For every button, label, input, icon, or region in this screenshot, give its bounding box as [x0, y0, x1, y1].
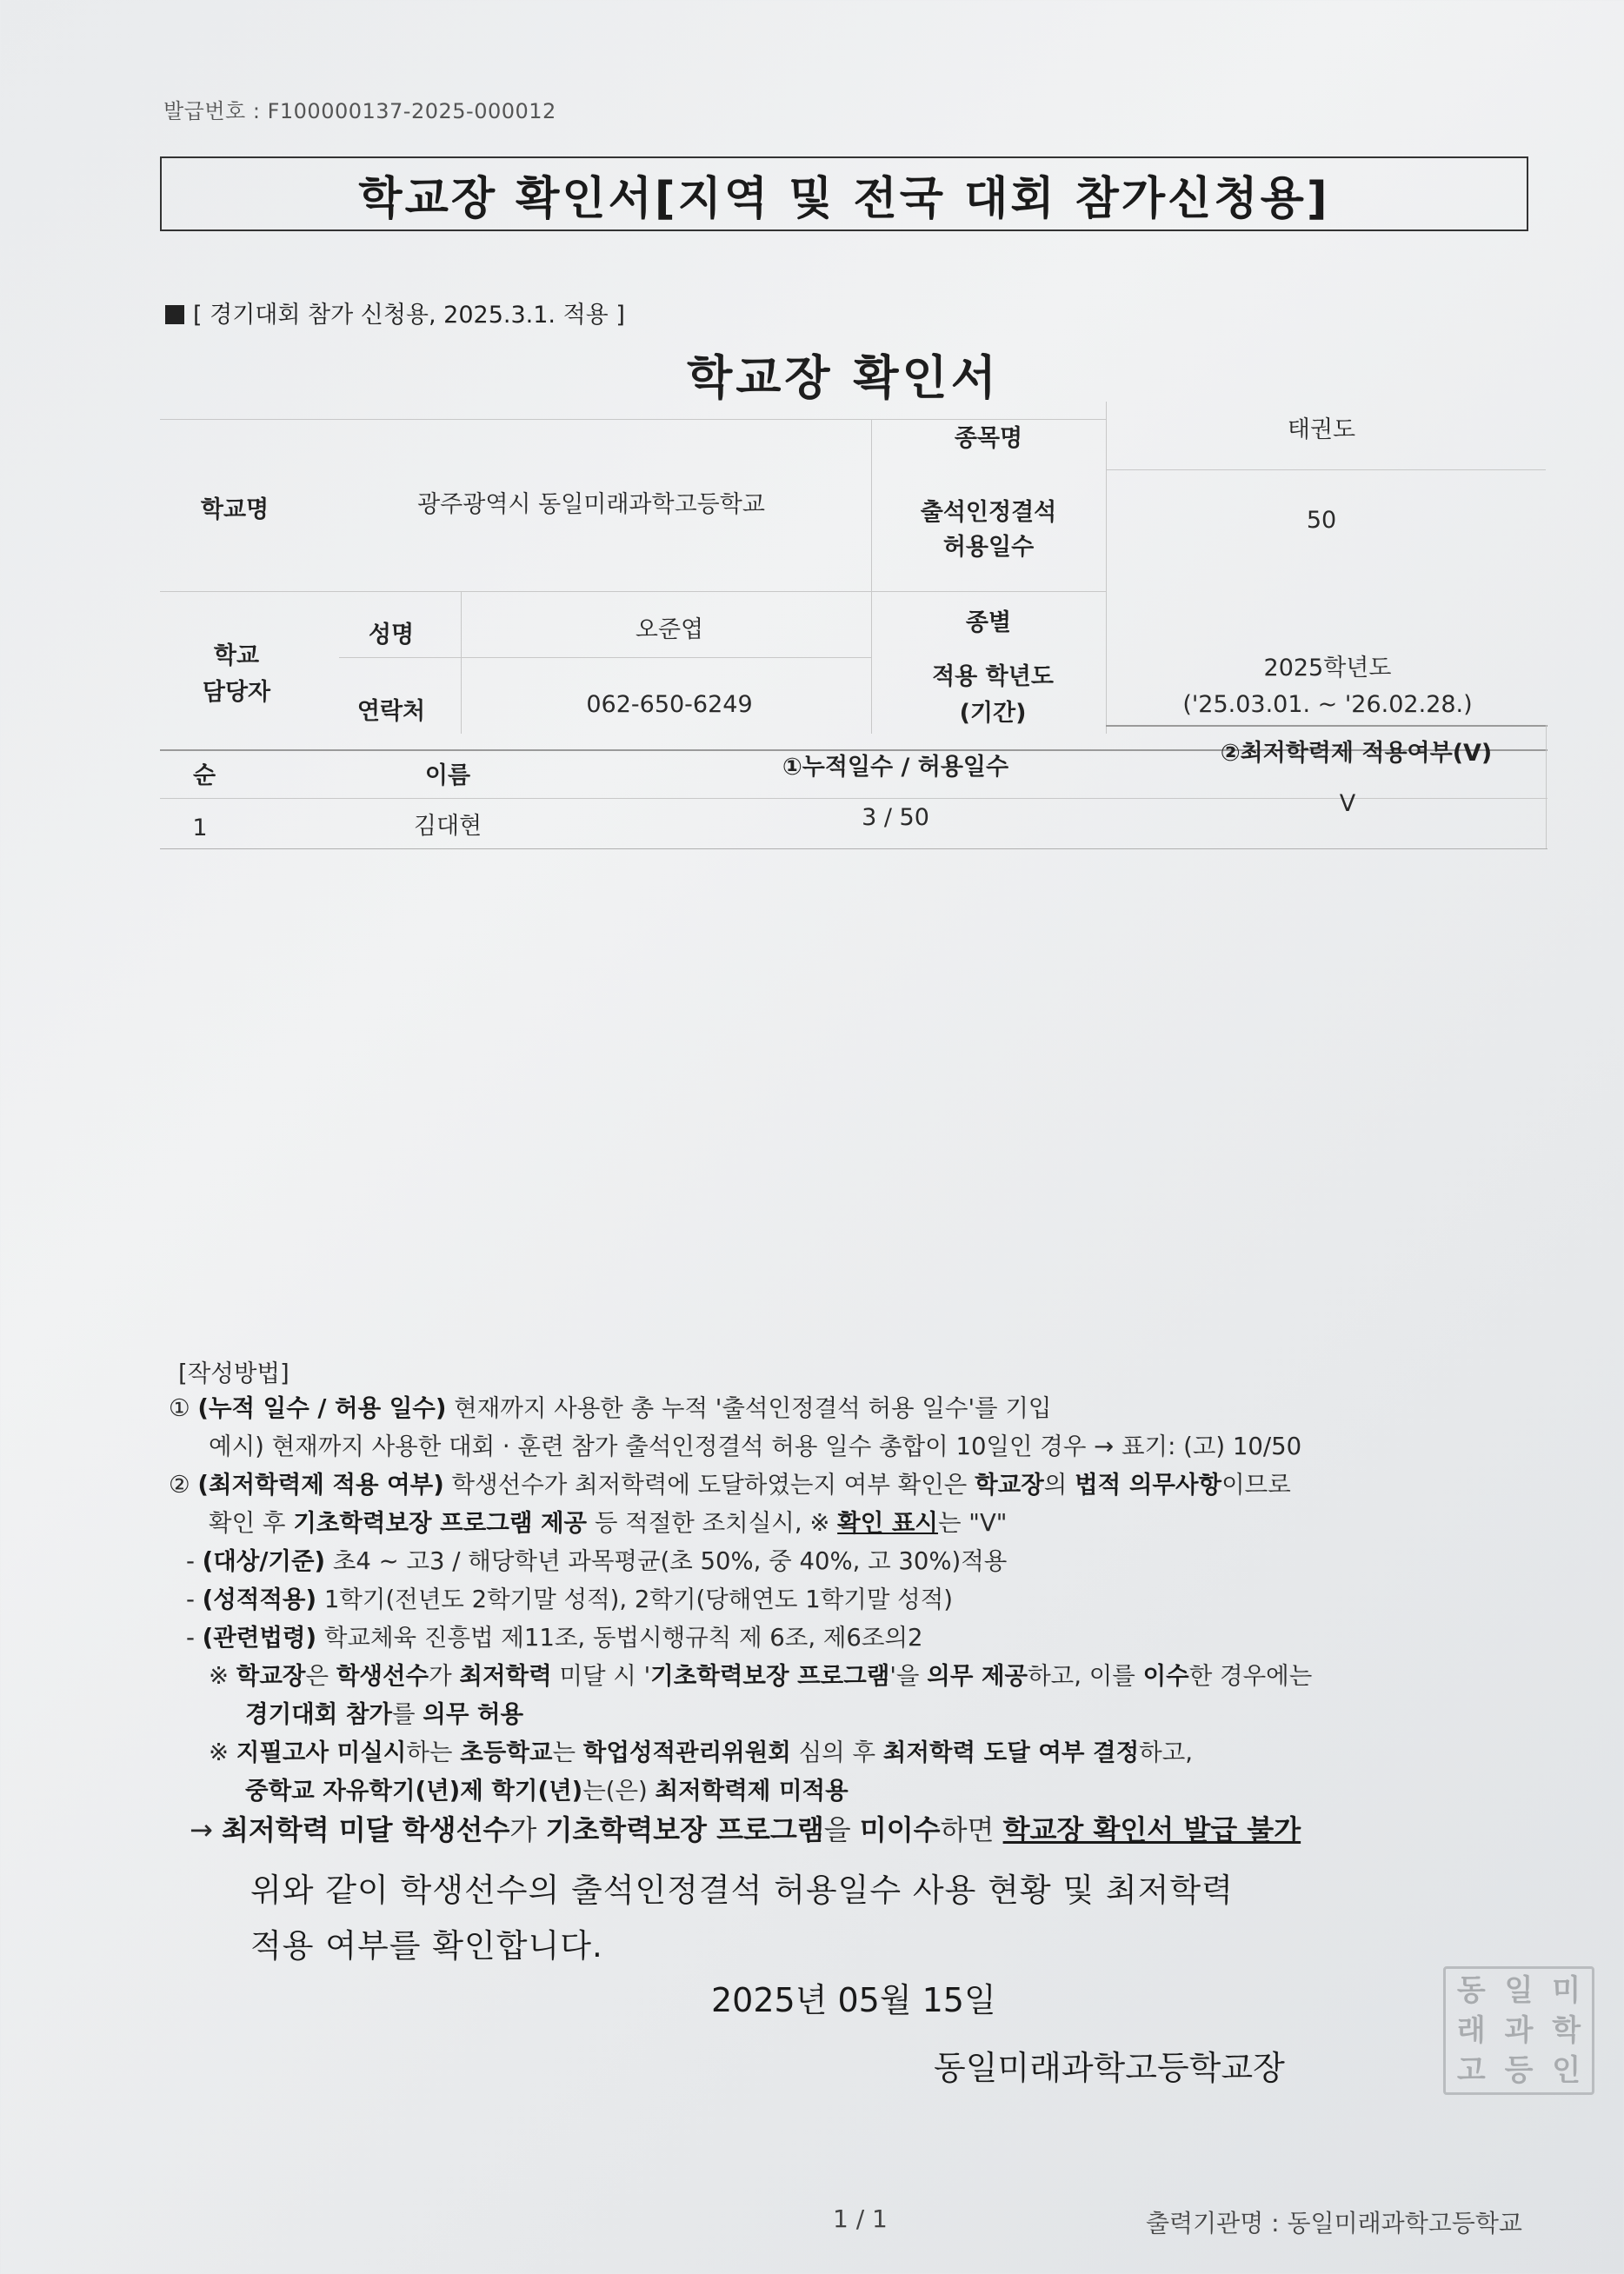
table-line: [160, 591, 1106, 592]
method-line: [209, 1657, 1312, 1695]
method-line: [169, 1389, 1051, 1427]
method-text: 지필고사 미실시: [236, 1739, 407, 1766]
method-text: 학교장: [975, 1471, 1044, 1499]
output-organization: 출력기관명 : 동일미래과학고등학교: [1146, 2209, 1522, 2237]
method-text: 하고,: [1139, 1739, 1194, 1766]
method-text: 기초학력보장 프로그램: [545, 1813, 824, 1846]
principal-title: 동일미래과학고등학교장: [934, 2049, 1285, 2087]
method-line: 예시) 현재까지 사용한 대회 · 훈련 참가 출석인정결석 허용 일수 총합이 10일인 경우 → 표기: (고) 10/50: [209, 1433, 1302, 1460]
table-line: [160, 848, 1547, 849]
allowed-days-label-2: 허용일수: [942, 534, 1035, 561]
method-text: 는 "V": [937, 1509, 1008, 1537]
seal-char: 미: [1552, 1973, 1581, 2008]
year-label-2: (기간): [959, 700, 1027, 727]
method-line: [186, 1580, 953, 1619]
method-text: 최저학력 미달 학생선수: [221, 1813, 510, 1846]
method-text: -: [186, 1586, 203, 1613]
year-text: 2025학년도: [1263, 655, 1392, 682]
method-text: 등 적절한 조치실시, ※: [587, 1509, 838, 1537]
row-no: 1: [192, 815, 208, 841]
col-header-days: ①누적일수 / 허용일수: [782, 754, 1009, 781]
method-text: 하면: [940, 1813, 1003, 1846]
method-text: ※: [209, 1662, 236, 1690]
method-text: 기초학력보장 프로그램 제공: [293, 1509, 588, 1537]
seal-char: 일: [1504, 1973, 1534, 2008]
method-text: 미달 시 ': [551, 1662, 651, 1690]
period-text: ('25.03.01. ~ '26.02.28.): [1182, 691, 1473, 718]
school-name-label: 학교명: [200, 496, 270, 523]
issue-date: 2025년 05월 15일: [711, 1981, 996, 2019]
method-text: ※: [209, 1739, 236, 1766]
issue-number: 발급번호 : F100000137-2025-000012: [163, 99, 556, 123]
method-text: (누적 일수 / 허용 일수): [197, 1394, 447, 1422]
main-title: 학교장 확인서[지역 및 전국 대회 참가신청용]: [358, 172, 1330, 225]
method-text: 학교장 확인서 발급 불가: [1002, 1813, 1301, 1846]
col-header-name: 이름: [424, 762, 471, 789]
method-line: [186, 1619, 923, 1657]
method-text: 는: [552, 1739, 583, 1766]
official-seal-stamp: [1443, 1966, 1594, 2095]
row-check: V: [1339, 790, 1356, 817]
method-text: (대상/기준): [202, 1547, 326, 1575]
method-text: 경기대회 참가: [245, 1700, 392, 1728]
allowed-days-label: [889, 495, 1088, 565]
col-header-check: ②최저학력제 적용여부(V): [1220, 740, 1493, 767]
method-text: 최저학력: [459, 1662, 552, 1690]
method-text: 이수: [1142, 1662, 1189, 1690]
method-text: 최저학력제 미적용: [655, 1777, 849, 1805]
table-line: [461, 591, 462, 734]
method-text: →: [190, 1813, 222, 1846]
method-text: (최저학력제 적용 여부): [197, 1471, 444, 1499]
method-text: 를: [391, 1700, 423, 1728]
method-text: 심의 후: [790, 1739, 883, 1766]
method-line: [245, 1772, 849, 1810]
seal-char: 고: [1456, 2053, 1486, 2088]
method-text: 가: [429, 1662, 460, 1690]
manager-label-2: 담당자: [202, 679, 271, 706]
confirm-line-2: 적용 여부를 확인합니다.: [250, 1927, 603, 1965]
method-text: ①: [169, 1394, 198, 1422]
method-text: 확인 후: [209, 1509, 294, 1537]
method-text: 가: [509, 1813, 546, 1846]
contact-label: 연락처: [356, 698, 426, 725]
method-text: 초등학교: [460, 1739, 553, 1766]
method-text: 하는: [406, 1739, 461, 1766]
row-days: 3 / 50: [862, 804, 929, 831]
allowed-days-label-1: 출석인정결석: [920, 499, 1057, 526]
method-text: 은: [305, 1662, 336, 1690]
method-text: 학생선수가 최저학력에 도달하였는지 여부 확인은: [443, 1471, 975, 1499]
manager-name: 오준엽: [635, 616, 704, 643]
method-text: -: [186, 1624, 203, 1652]
method-text: '을: [889, 1662, 928, 1690]
method-line: [209, 1733, 1193, 1772]
method-title: [작성방법]: [178, 1360, 290, 1387]
method-text: 학생선수: [336, 1662, 429, 1690]
method-text: 하고, 이를: [1028, 1662, 1143, 1690]
method-text: 기초학력보장 프로그램: [650, 1662, 890, 1690]
method-line: [209, 1504, 1007, 1542]
contact-value: 062-650-6249: [586, 691, 753, 718]
manager-label: [184, 638, 289, 711]
method-text: 미이수: [859, 1813, 941, 1846]
event-value: 태권도: [1287, 416, 1356, 443]
method-text: (성적적용): [202, 1586, 317, 1613]
main-title-box: [160, 156, 1528, 231]
table-line: [1106, 402, 1107, 734]
seal-char: 동: [1456, 1973, 1486, 2008]
method-warning-line: [190, 1808, 1301, 1852]
table-line: [160, 419, 1106, 420]
method-text: 최저학력 도달 여부 결정: [882, 1739, 1140, 1766]
method-text: -: [186, 1547, 203, 1575]
method-text: 한 경우에는: [1188, 1662, 1313, 1690]
event-label: 종목명: [954, 425, 1023, 452]
method-text: 을: [823, 1813, 860, 1846]
confirm-line-1: 위와 같이 학생선수의 출석인정결석 허용일수 사용 현황 및 최저학력: [250, 1872, 1234, 1909]
row-name: 김대현: [413, 813, 483, 840]
method-text: 는(은): [582, 1777, 656, 1805]
seal-char: 과: [1504, 2013, 1534, 2048]
manager-label-1: 학교: [213, 642, 260, 669]
method-text: 의무 제공: [927, 1662, 1028, 1690]
method-line: [245, 1695, 523, 1733]
method-line: [186, 1542, 1007, 1580]
method-text: 의무 허용: [423, 1700, 524, 1728]
method-text: 중학교 자유학기(년)제 학기(년): [245, 1777, 583, 1805]
table-line: [1106, 725, 1547, 727]
method-text: 초4 ~ 고3 / 해당학년 과목평균(초 50%, 중 40%, 고 30%)적용: [325, 1547, 1008, 1575]
apply-note-text: [ 경기대회 참가 신청용, 2025.3.1. 적용 ]: [193, 302, 625, 329]
allowed-days-value: 50: [1306, 507, 1337, 534]
method-text: 현재까지 사용한 총 누적 '출석인정결석 허용 일수'를 기입: [446, 1394, 1052, 1422]
method-line: [169, 1466, 1291, 1504]
table-line: [339, 657, 871, 658]
method-text: 1학기(전년도 2학기말 성적), 2학기(당해연도 1학기말 성적): [316, 1586, 954, 1613]
table-line: [1106, 469, 1546, 470]
document-title: 학교장 확인서: [687, 350, 1000, 405]
seal-char: 래: [1456, 2013, 1486, 2048]
year-label: [889, 659, 1097, 732]
square-bullet-icon: [165, 305, 184, 324]
table-line: [871, 419, 872, 734]
method-text: (관련법령): [202, 1624, 317, 1652]
method-text: 의: [1043, 1471, 1075, 1499]
method-text: 이므로: [1221, 1471, 1291, 1499]
page-number: 1 / 1: [833, 2204, 888, 2233]
method-text: 확인 표시: [837, 1509, 938, 1537]
name-label: 성명: [368, 622, 415, 648]
col-header-no: 순: [192, 762, 216, 789]
method-text: 학교체육 진흥법 제11조, 동법시행규칙 제 6조, 제6조의2: [316, 1624, 923, 1652]
seal-char: 인: [1552, 2053, 1581, 2088]
school-name: 광주광역시 동일미래과학고등학교: [417, 491, 765, 518]
year-value: [1115, 650, 1541, 723]
year-label-1: 적용 학년도: [932, 663, 1054, 690]
method-text: 학교장: [236, 1662, 306, 1690]
seal-char: 등: [1504, 2053, 1534, 2088]
method-text: 학업성적관리위원회: [582, 1739, 791, 1766]
apply-note: [165, 296, 625, 329]
type-label: 종별: [965, 609, 1012, 636]
seal-char: 학: [1552, 2013, 1581, 2048]
method-text: 법적 의무사항: [1075, 1471, 1222, 1499]
method-text: ②: [169, 1471, 198, 1499]
